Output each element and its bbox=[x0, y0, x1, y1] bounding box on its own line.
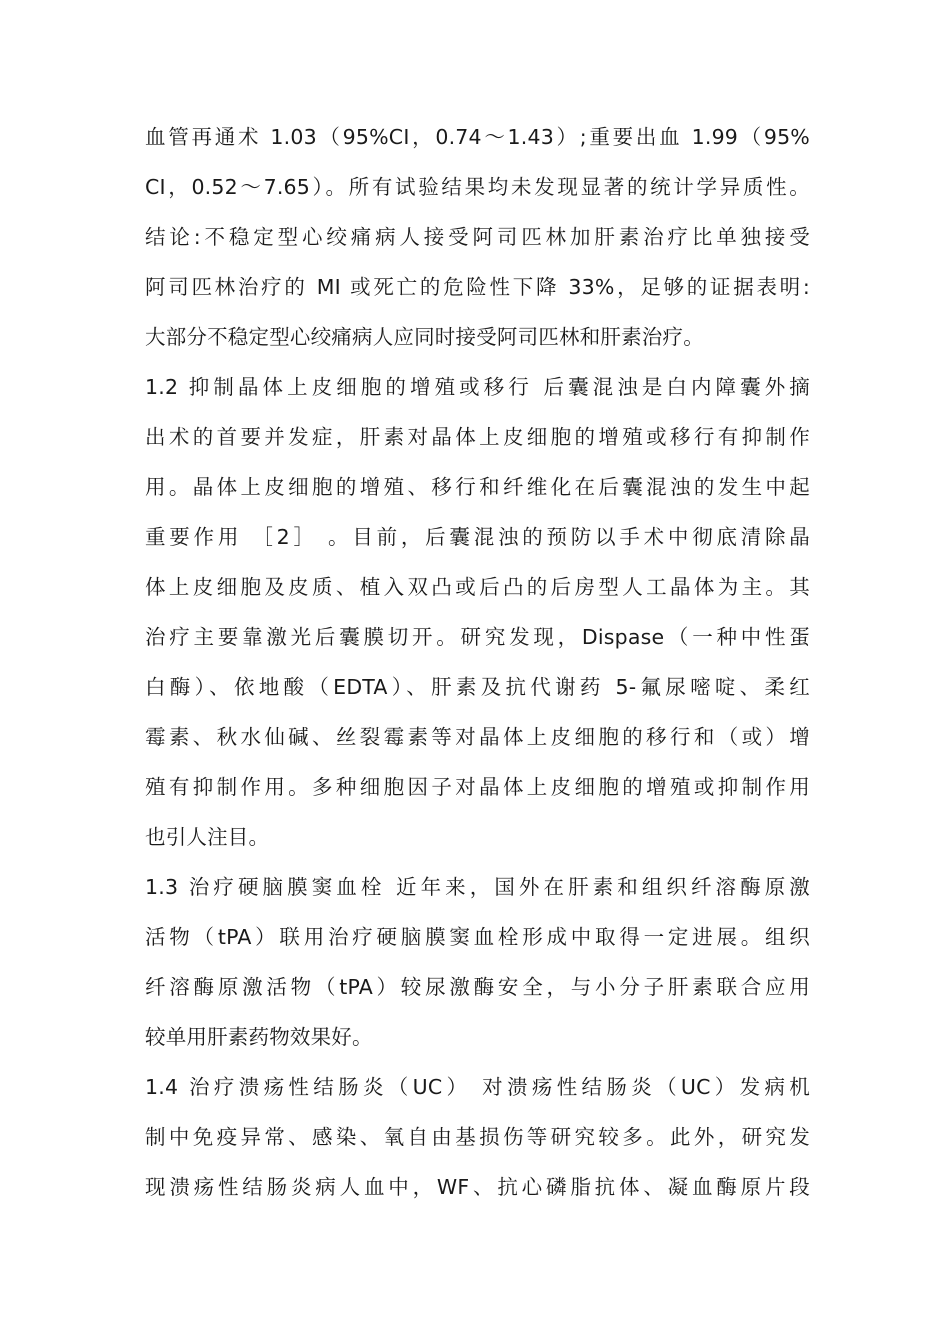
section-heading-line: 1.3 治疗硬脑膜窦血栓 近年来，国外在肝素和组织纤溶酶原激 bbox=[145, 875, 810, 899]
text-line: 白酶）、依地酸（EDTA）、肝素及抗代谢药 5-氟尿嘧啶、柔红 bbox=[145, 675, 810, 699]
text-line: 也引人注目。 bbox=[145, 825, 270, 849]
text-line: 结论:不稳定型心绞痛病人接受阿司匹林加肝素治疗比单独接受 bbox=[145, 225, 810, 249]
section-heading-line: 1.2 抑制晶体上皮细胞的增殖或移行 后囊混浊是白内障囊外摘 bbox=[145, 375, 810, 399]
text-line: 霉素、秋水仙碱、丝裂霉素等对晶体上皮细胞的移行和（或）增 bbox=[145, 725, 810, 749]
text-line: 纤溶酶原激活物（tPA）较尿激酶安全，与小分子肝素联合应用 bbox=[145, 975, 810, 999]
text-line: 重要作用 ［2］ 。目前，后囊混浊的预防以手术中彻底清除晶 bbox=[145, 525, 810, 549]
text-line: 较单用肝素药物效果好。 bbox=[145, 1025, 373, 1049]
text-line: 血管再通术 1.03（95%CI，0.74～1.43）;重要出血 1.99（95% bbox=[145, 125, 810, 149]
text-line: 用。晶体上皮细胞的增殖、移行和纤维化在后囊混浊的发生中起 bbox=[145, 475, 810, 499]
text-line: 大部分不稳定型心绞痛病人应同时接受阿司匹林和肝素治疗。 bbox=[145, 325, 704, 349]
text-line: 体上皮细胞及皮质、植入双凸或后凸的后房型人工晶体为主。其 bbox=[145, 575, 810, 599]
section-heading-line: 1.4 治疗溃疡性结肠炎（UC） 对溃疡性结肠炎（UC）发病机 bbox=[145, 1075, 810, 1099]
text-line: 制中免疫异常、感染、氧自由基损伤等研究较多。此外，研究发 bbox=[145, 1125, 810, 1149]
text-line: 出术的首要并发症，肝素对晶体上皮细胞的增殖或移行有抑制作 bbox=[145, 425, 810, 449]
text-line: 现溃疡性结肠炎病人血中，WF、抗心磷脂抗体、凝血酶原片段 bbox=[145, 1175, 810, 1199]
text-line: 阿司匹林治疗的 MI 或死亡的危险性下降 33%，足够的证据表明: bbox=[145, 275, 810, 299]
text-line: 殖有抑制作用。多种细胞因子对晶体上皮细胞的增殖或抑制作用 bbox=[145, 775, 810, 799]
body-text bbox=[145, 112, 810, 1212]
text-line: 治疗主要靠激光后囊膜切开。研究发现，Dispase（一种中性蛋 bbox=[145, 625, 810, 649]
text-line: 活物（tPA）联用治疗硬脑膜窦血栓形成中取得一定进展。组织 bbox=[145, 925, 810, 949]
text-line: CI，0.52～7.65）。所有试验结果均未发现显著的统计学异质性。 bbox=[145, 175, 810, 199]
